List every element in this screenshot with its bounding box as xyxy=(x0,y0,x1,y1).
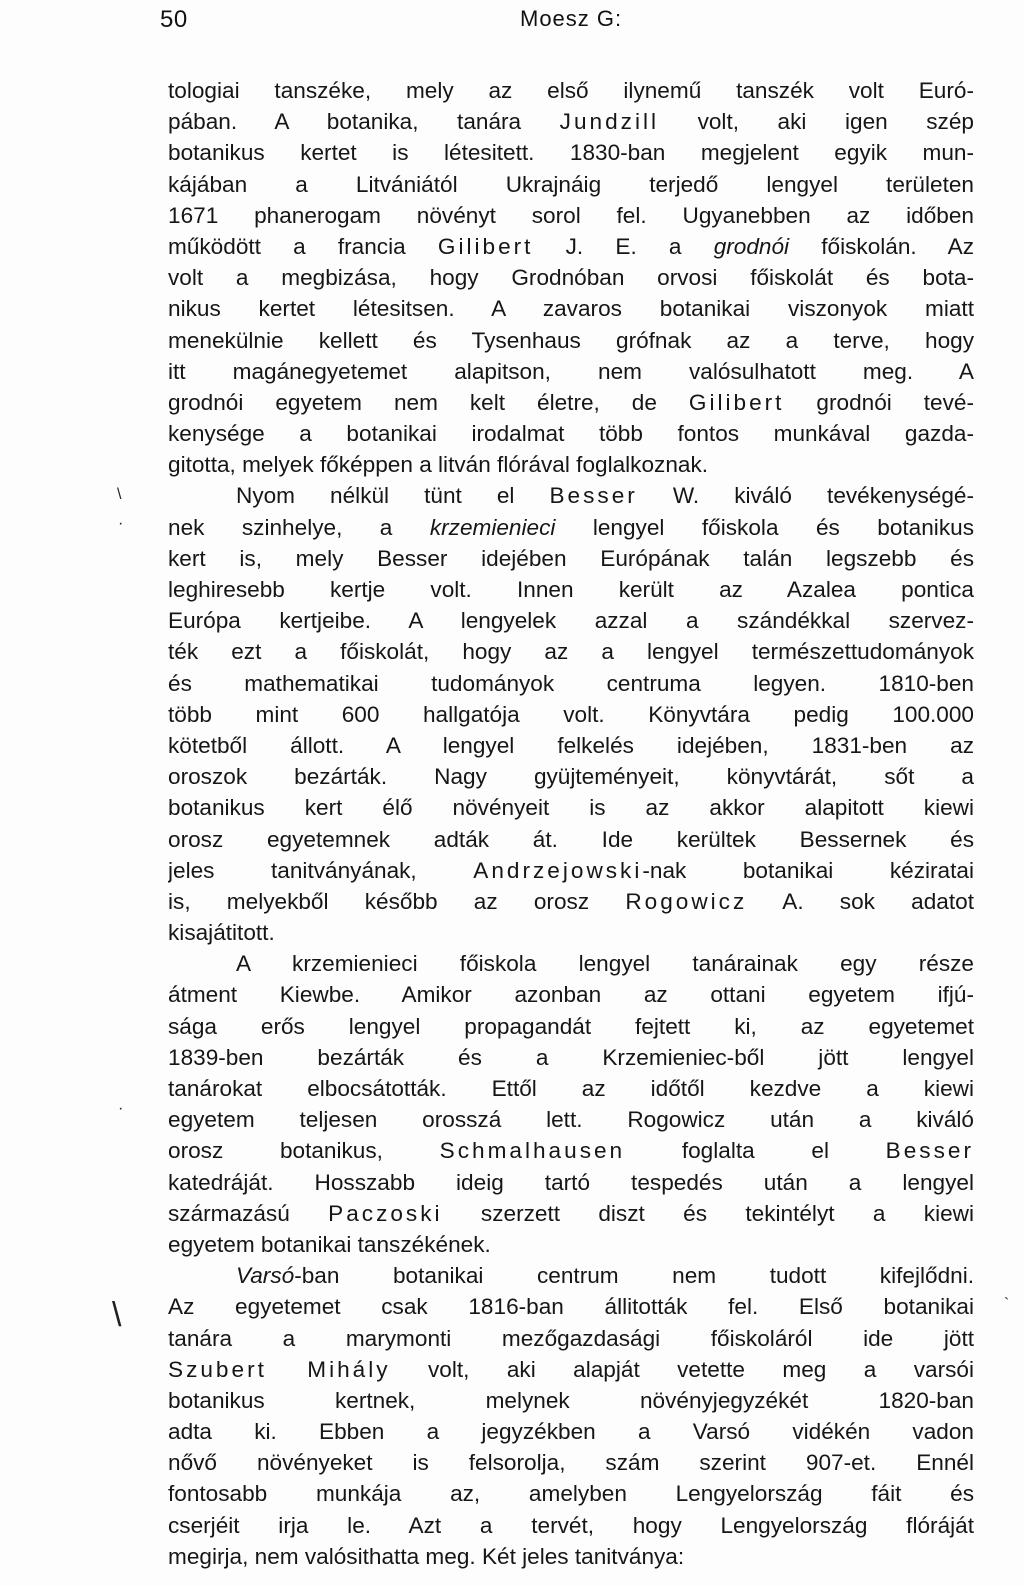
text-line: kert is, mely Besser idejében Európának talán legszebb és xyxy=(168,545,974,571)
text-line: A krzemienieci főiskola lengyel tanárainak egy része xyxy=(236,951,974,977)
text-line: sága erős lengyel propagandát fejtett ki, az egyetemet xyxy=(168,1013,974,1039)
margin-mark: \ xyxy=(117,486,122,503)
text-line: átment Kiewbe. Amikor azonban az ottani egyetem ifjú- xyxy=(168,982,974,1008)
text-line: tologiai tanszéke, mely az első ilynemű tanszék volt Euró- xyxy=(168,78,974,103)
page-number: 50 xyxy=(160,6,188,33)
text-line: itt magánegyetemet alapitson, nem valósulhatott meg. A xyxy=(168,358,974,384)
text-line: botanikus kertnek, melynek növényjegyzékét 1820-ban xyxy=(168,1387,974,1413)
text-line: Nyom nélkül tünt el Besser W. kiváló tevékenységé- xyxy=(236,483,974,509)
text-line: botanikus kertet is létesitett. 1830-ban megjelent egyik mun- xyxy=(168,140,974,166)
text-line: Szubert Mihály volt, aki alapját vetette meg a varsói xyxy=(168,1356,974,1382)
text-line: és mathematikai tudományok centruma legyen. 1810-ben xyxy=(168,670,974,696)
text-line: gitotta, melyek főképpen a litván flórával foglalkoznak. xyxy=(168,452,709,478)
text-line: botanikus kert élő növényeit is az akkor alapitott kiewi xyxy=(168,795,974,821)
text-line: egyetem botanikai tanszékének. xyxy=(168,1231,491,1257)
text-line: is, melyekből később az orosz Rogowicz A. sok adatot xyxy=(168,888,974,914)
text-line: leghiresebb kertje volt. Innen került az Azalea pontica xyxy=(168,577,974,602)
spaced-name: Schmalhausen xyxy=(439,1138,626,1164)
text-line: cserjéit irja le. Azt a tervét, hogy Lengyelország flóráját xyxy=(168,1512,974,1538)
text-line: pában. A botanika, tanára Jundzill volt, aki igen szép xyxy=(168,109,974,135)
spaced-name: Besser xyxy=(885,1138,974,1164)
italic-term: Varsó xyxy=(236,1263,295,1289)
spaced-name: Besser xyxy=(549,483,638,509)
spaced-name: Szubert Mihály xyxy=(168,1356,391,1382)
text-line: nikus kertet létesitsen. A zavaros botanikai viszonyok miatt xyxy=(168,296,974,322)
text-line: fontosabb munkája az, amelyben Lengyelország fáit és xyxy=(168,1481,974,1507)
text-line: oroszok bezárták. Nagy gyüjteményeit, könyvtárát, sőt a xyxy=(168,764,974,790)
body-text xyxy=(168,75,974,1572)
text-line: több mint 600 hallgatója volt. Könyvtára pedig 100.000 xyxy=(168,701,974,727)
margin-mark: ` xyxy=(1004,1296,1010,1313)
text-line: Varsó-ban botanikai centrum nem tudott kifejlődni. xyxy=(236,1263,974,1289)
spaced-name: Gilibert xyxy=(437,233,534,259)
text-line: grodnói egyetem nem kelt életre, de Gilibert grodnói tevé- xyxy=(168,389,974,415)
italic-term: grodnói xyxy=(713,233,790,259)
text-line: katedráját. Hosszabb ideig tartó tespedés után a lengyel xyxy=(168,1169,974,1195)
spaced-name: Gilibert xyxy=(688,389,785,415)
italic-term: krzemienieci xyxy=(429,514,556,540)
text-line: orosz egyetemnek adták át. Ide kerültek Bessernek és xyxy=(168,826,974,852)
text-line: adta ki. Ebben a jegyzékben a Varsó vidékén vadon xyxy=(168,1419,974,1445)
spaced-name: Andrzejowski xyxy=(473,857,643,883)
text-line: tanárokat elbocsátották. Ettől az időtől kezdve a kiewi xyxy=(168,1076,974,1101)
text-line: megirja, nem valósithatta meg. Két jeles tanitványa: xyxy=(168,1543,685,1569)
text-line: kájában a Litvániától Ukrajnáig terjedő lengyel területen xyxy=(168,171,974,197)
margin-mark: · xyxy=(118,515,124,532)
text-line: Európa kertjeibe. A lengyelek azzal a szándékkal szervez- xyxy=(168,608,974,634)
text-line: volt a megbizása, hogy Grodnóban orvosi főiskolát és bota- xyxy=(168,265,974,291)
page-header xyxy=(0,2,1024,38)
text-line: egyetem teljesen orosszá lett. Rogowicz után a kiváló xyxy=(168,1107,974,1133)
text-line: nővő növényeket is felsorolja, szám szerint 907-et. Ennél xyxy=(168,1450,974,1476)
text-line: ték ezt a főiskolát, hogy az a lengyel természettudományok xyxy=(168,639,974,665)
text-line: kisajátitott. xyxy=(168,920,275,946)
text-line: kötetből állott. A lengyel felkelés idejében, 1831-ben az xyxy=(168,732,974,758)
spaced-name: Paczoski xyxy=(328,1200,443,1226)
text-line: Az egyetemet csak 1816-ban állitották fel. Első botanikai xyxy=(168,1294,974,1320)
text-line: kenysége a botanikai irodalmat több fontos munkával gazda- xyxy=(168,421,974,447)
margin-mark: \ xyxy=(112,1296,122,1334)
spaced-name: Jundzill xyxy=(559,109,660,135)
spaced-name: Rogowicz xyxy=(625,888,748,914)
text-line: orosz botanikus, Schmalhausen foglalta el Besser xyxy=(168,1138,974,1164)
text-line: nek szinhelye, a krzemienieci lengyel főiskola és botanikus xyxy=(168,514,974,540)
margin-mark: · xyxy=(118,1100,124,1117)
text-line: működött a francia Gilibert J. E. a grodnói főiskolán. Az xyxy=(168,233,974,259)
text-line: származású Paczoski szerzett diszt és tekintélyt a kiewi xyxy=(168,1200,974,1226)
text-line: jeles tanitványának, Andrzejowski-nak botanikai kéziratai xyxy=(168,857,974,883)
text-line: 1671 phanerogam növényt sorol fel. Ugyanebben az időben xyxy=(168,202,974,228)
text-line: 1839-ben bezárták és a Krzemieniec-ből jött lengyel xyxy=(168,1044,974,1070)
text-line: tanára a marymonti mezőgazdasági főiskoláról ide jött xyxy=(168,1325,974,1351)
running-head: Moesz G: xyxy=(520,6,623,31)
text-line: menekülnie kellett és Tysenhaus grófnak az a terve, hogy xyxy=(168,327,974,353)
